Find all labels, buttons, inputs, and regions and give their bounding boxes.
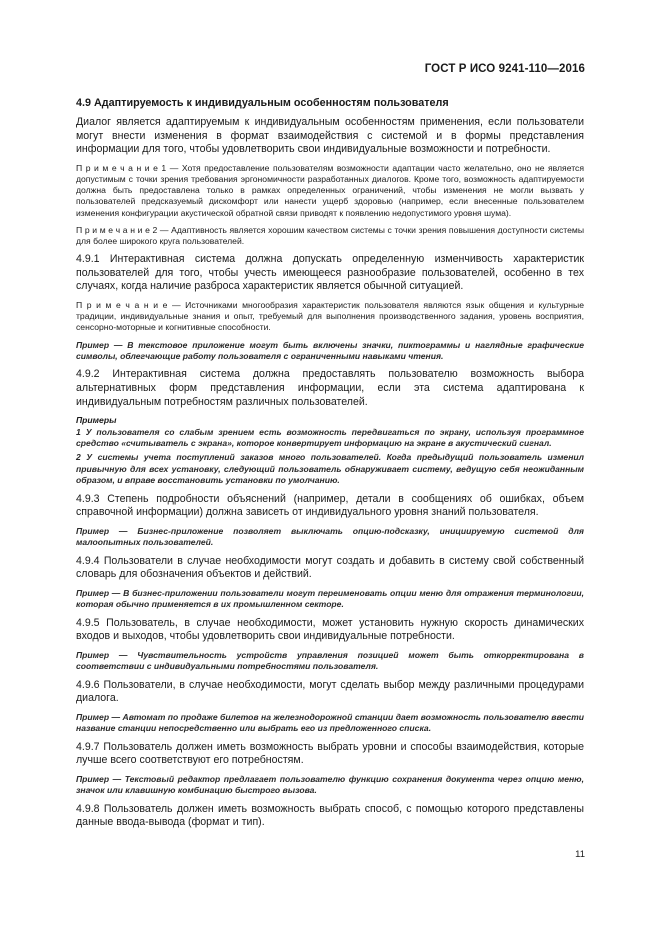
section-title: 4.9 Адаптируемость к индивидуальным особенностям пользователя [76,97,449,109]
note-3-text: — Источниками многообразия характеристик пользователя являются язык общения и культурные традиции, индивидуальные знания и опыт, требуемый для выполнения производственного задания, уровень восприятия, сенсорно-моторные и когнитивные способности. [76,299,585,333]
note-2-text: — Адаптивность является хорошим качеством системы с точки зрения повышения доступности системы для более широкого круга пользователей. [76,224,584,246]
note-2-label: П р и м е ч а н и е 2 [76,224,158,235]
clause-4-9-7: 4.9.7 Пользователь должен иметь возможность выбрать уровни и способы взаимодействия, которые лучше всего соответствуют его потребностям. [76,740,584,767]
example-4-9-5: Пример — Чувствительность устройств управления позицией может быть откорректирована в соответствии с индивидуальными потребностями пользователя. [76,649,584,672]
example-4-9-2-item-2: 2 У системы учета поступлений заказов много пользователей. Когда предыдущий пользователь изменил привычную для всех установку, следующий пользователь обнаруживает систему, ведущую себя неожиданным образом, и вправе восстановить установки по умолчанию. [76,452,584,486]
clause-4-9-5: 4.9.5 Пользователь, в случае необходимости, может установить нужную скорость динамических входов и выходов, чтобы удовлетворить свои индивидуальные потребности. [76,616,584,643]
paragraph-intro: Диалог является адаптируемым к индивидуальным особенностям применения, если пользователи могут внести изменения в формат взаимодействия с системой и в формы представления информации для того, чтобы удовлетворить свои индивидуальные возможности и потребности. [76,116,584,156]
example-4-9-2-item-1: 1 У пользователя со слабым зрением есть возможность передвигаться по экрану, используя программное средство «считыватель с экрана», которое конвертирует информацию на экране в акустический сигнал. [76,426,584,448]
example-4-9-6: Пример — Автомат по продаже билетов на железнодорожной станции дает возможность пользователю ввести название станции непосредственно или выбрать его из предложенного списка. [76,711,584,734]
clause-4-9-6: 4.9.6 Пользователи, в случае необходимости, могут сделать выбор между различными процедурами диалога. [76,678,584,705]
note-1 [76,163,584,219]
note-2 [76,225,584,247]
example-4-9-4: Пример — В бизнес-приложении пользователи могут переименовать опции меню для отражения терминологии, которая обычно применяется в их промышленном секторе. [76,587,584,610]
page-content [76,96,584,836]
note-1-text: — Хотя предоставление пользователям возможности адаптации часто желательно, оно не является допустимым с точки зрения требования эргономичности разработанных диалогов. Кроме того, возможность адаптируемости должна быть предоставлена только в рамках определенных ограничений, чтобы изменения не могли вызвать у пользователей предсказуемый дискомфорт или нанести ущерб здоровью (например, если внесенные пользователем изменения конфигурации акустической обратной связи приводят к появлению недопустимого уровня шума). [76,162,584,218]
clause-4-9-2: 4.9.2 Интерактивная система должна предоставлять пользователю возможность выбора альтернативных форм представления информации, если эта система адаптирована к индивидуальным потребностям различных пользователей. [76,368,584,408]
clause-4-9-3: 4.9.3 Степень подробности объяснений (например, детали в сообщениях об ошибках, объем справочной информации) должна зависеть от индивидуального уровня знаний пользователя. [76,492,584,519]
example-4-9-3: Пример — Бизнес-приложение позволяет выключать опцию-подсказку, инициируемую системой для малоопытных пользователей. [76,525,584,548]
example-4-9-7: Пример — Текстовый редактор предлагает пользователю функцию сохранения документа через опцию меню, значок или клавишную комбинацию быстрого вызова. [76,773,584,796]
note-3-label: П р и м е ч а н и е [76,299,168,310]
clause-4-9-4: 4.9.4 Пользователи в случае необходимости могут создать и добавить в систему свой собственный словарь для обозначения объектов и действий. [76,554,584,581]
page-number: 11 [575,849,585,860]
clause-4-9-1: 4.9.1 Интерактивная система должна допускать определенную изменчивость характеристик пользователей для того, чтобы учесть имеющееся разнообразие пользователей, особенно в тех случаях, когда наличие разброса характеристик является обычной ситуацией. [76,253,584,293]
clause-4-9-8: 4.9.8 Пользователь должен иметь возможность выбрать способ, с помощью которого представлены данные ввода-вывода (формат и тип). [76,802,584,829]
note-3 [76,300,584,334]
note-1-label: П р и м е ч а н и е 1 [76,162,167,173]
example-4-9-1: Пример — В текстовое приложение могут быть включены значки, пиктограммы и наглядные графические символы, облегчающие работу пользователя с ограниченными навыками чтения. [76,339,584,361]
standard-code-header: ГОСТ Р ИСО 9241-110—2016 [424,63,585,75]
examples-heading: Примеры [76,415,117,426]
